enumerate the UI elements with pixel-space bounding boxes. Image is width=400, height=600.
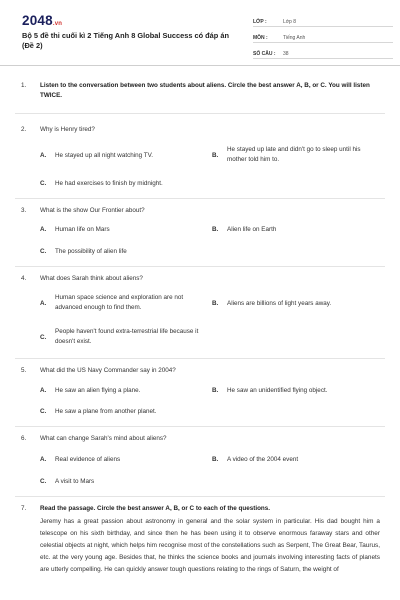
meta-class-value: Lớp 8	[283, 19, 297, 25]
option-text: He saw an unidentified flying object.	[227, 387, 328, 394]
reading-passage: Jeremy has a great passion about astronomy in general and the solar system in particular. His dad bought him a telescope on his sixth birthday, and since then he has been using it to observe enormous faraway stars and other celestial objects at night, which helps him recognise most of the constellations such as Serpent, The Great Bear, Taurus, etc. at the very young age. Besides that, he thinks the science books and journals involving interesting facts of planets are utterly compelling. He can quickly answer tough questions relating to the rings of Saturn, the weight of	[40, 518, 380, 574]
divider	[15, 496, 385, 497]
option-text: Alien life on Earth	[227, 226, 277, 233]
answer-option[interactable]	[40, 327, 200, 349]
divider	[15, 113, 385, 114]
meta-subject-row	[253, 30, 393, 43]
option-text: He stayed up all night watching TV.	[55, 152, 154, 159]
option-text: Aliens are billions of light years away.	[227, 300, 332, 307]
document-meta	[253, 14, 393, 62]
question-number: 7.	[21, 505, 27, 512]
option-letter: B.	[212, 226, 219, 233]
option-text: He had exercises to finish by midnight.	[55, 180, 163, 187]
option-text: Human space science and exploration are not advanced enough to find them.	[55, 294, 184, 311]
option-letter: B.	[212, 456, 219, 463]
question-number: 3.	[21, 207, 27, 214]
option-text: He saw an alien flying a plane.	[55, 387, 141, 394]
option-letter: C.	[40, 408, 47, 415]
option-text: The possibility of alien life	[55, 248, 127, 255]
question-text: Read the passage. Circle the best answer A, B, or C to each of the questions.	[40, 505, 271, 512]
question-number: 1.	[21, 82, 27, 89]
question-number: 5.	[21, 367, 27, 374]
meta-count-row	[253, 46, 393, 59]
question-text: What did the US Navy Commander say in 2004?	[40, 367, 176, 374]
option-letter: C.	[40, 478, 47, 485]
option-letter: A.	[40, 300, 47, 307]
option-letter: C.	[40, 248, 47, 255]
question-text: What can change Sarah's mind about aliens?	[40, 435, 167, 442]
question-text: Listen to the conversation between two students about aliens. Circle the best answer A, B, or C. You will listen TWICE.	[40, 82, 370, 99]
document-title: Bộ 5 đề thi cuối kì 2 Tiếng Anh 8 Global Success có đáp án (Đề 2)	[22, 31, 229, 50]
option-letter: A.	[40, 152, 47, 159]
document-header	[0, 0, 400, 66]
option-text: He stayed up late and didn't go to sleep until his mother told him to.	[227, 146, 361, 163]
option-text: A video of the 2004 event	[227, 456, 299, 463]
option-letter: C.	[40, 334, 47, 341]
divider	[15, 358, 385, 359]
option-text: Human life on Mars	[55, 226, 110, 233]
logo-suffix: .vn	[52, 21, 63, 27]
site-logo[interactable]	[22, 13, 62, 28]
option-text: Real evidence of aliens	[55, 456, 121, 463]
divider	[15, 266, 385, 267]
divider	[15, 426, 385, 427]
meta-count-value: 38	[283, 51, 289, 57]
option-letter: A.	[40, 387, 47, 394]
question-number: 2.	[21, 126, 27, 133]
logo-main: 2048	[22, 13, 53, 28]
question-number: 4.	[21, 275, 27, 282]
question-text: What does Sarah think about aliens?	[40, 275, 143, 282]
meta-class-key: LỚP :	[253, 19, 267, 25]
meta-subject-value: Tiếng Anh	[283, 35, 306, 41]
option-letter: B.	[212, 387, 219, 394]
option-letter: B.	[212, 152, 219, 159]
option-letter: A.	[40, 226, 47, 233]
question-text: Why is Henry tired?	[40, 126, 95, 133]
option-text: A visit to Mars	[55, 478, 95, 485]
question-number: 6.	[21, 435, 27, 442]
option-letter: B.	[212, 300, 219, 307]
divider	[15, 198, 385, 199]
answer-option[interactable]	[40, 293, 200, 315]
option-letter: A.	[40, 456, 47, 463]
option-letter: C.	[40, 180, 47, 187]
option-text: People haven't found extra-terrestrial life because it doesn't exist.	[55, 328, 199, 345]
meta-subject-key: MÔN :	[253, 35, 268, 41]
meta-count-key: SỐ CÂU :	[253, 51, 276, 57]
meta-class-row	[253, 14, 393, 27]
question-text: What is the show Our Frontier about?	[40, 207, 145, 214]
option-text: He saw a plane from another planet.	[55, 408, 157, 415]
answer-option[interactable]	[212, 145, 372, 167]
